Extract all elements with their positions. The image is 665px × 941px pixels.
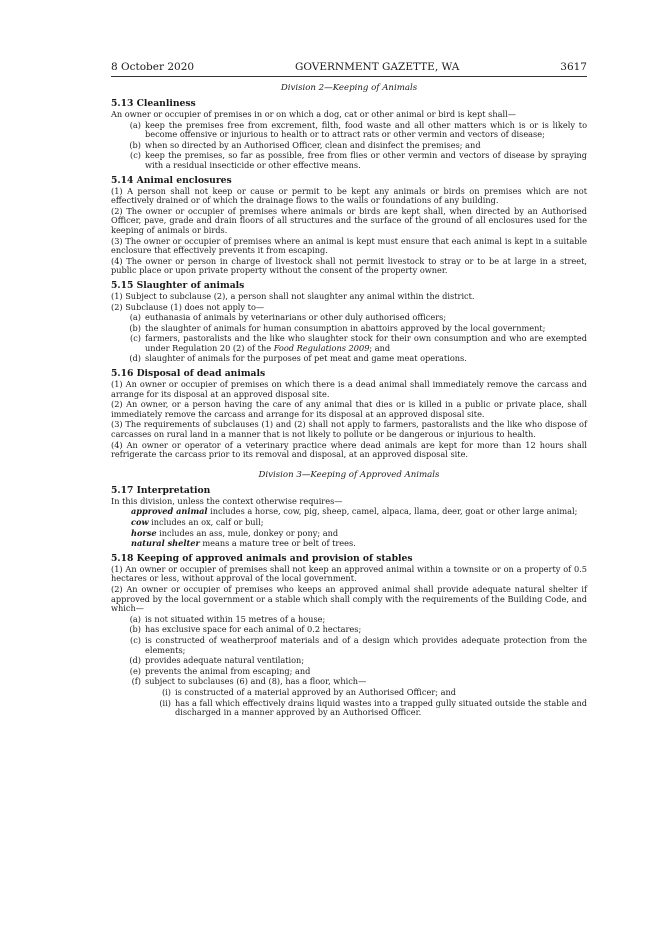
- list-item: [111, 334, 587, 353]
- item-text: prevents the animal from escaping; and: [145, 665, 311, 676]
- paragraph: (1) A person shall not keep or cause or permit to be kept any animals or birds on premises which are not effectively drained or of which the drainage flows to the walls or foundations of any building.: [111, 185, 587, 206]
- section-5-17-title: 5.17 Interpretation: [111, 484, 211, 496]
- item-text-part: farmers, pastoralists and the like who slaughter stock for their own consumption and who are exempted under Regulation 20 (2) of the: [145, 333, 587, 353]
- definition: [125, 507, 587, 517]
- gazette-page: [111, 60, 587, 719]
- defined-term: approved animal: [131, 506, 208, 517]
- item-text: is not situated within 15 metres of a house;: [145, 613, 326, 624]
- item-label: (a): [129, 119, 141, 130]
- division-3-heading: Division 3—Keeping of Approved Animals: [258, 469, 440, 480]
- section-5-18-title: 5.18 Keeping of approved animals and provision of stables: [111, 552, 413, 564]
- item-text: [145, 334, 587, 353]
- item-text: has a fall which effectively drains liquid wastes into a trapped gully situated outside the stable and discharged in a manner approved by an Authorised Officer.: [175, 697, 587, 718]
- list-item: [111, 615, 587, 625]
- definition: [125, 529, 587, 539]
- item-label: (d): [129, 353, 141, 364]
- list-item: [111, 677, 587, 687]
- definition-text: includes an ox, calf or bull;: [148, 517, 264, 527]
- section-5-14-title: 5.14 Animal enclosures: [111, 174, 232, 186]
- header-page-number: 3617: [560, 61, 587, 73]
- division-2-heading: Division 2—Keeping of Animals: [280, 83, 418, 93]
- paragraph: In this division, unless the context otherwise requires—: [111, 495, 343, 506]
- section-5-16-title: 5.16 Disposal of dead animals: [111, 368, 266, 380]
- item-label: (d): [129, 655, 141, 666]
- item-label: (e): [129, 665, 141, 676]
- defined-term: natural shelter: [131, 538, 200, 549]
- header-date: 8 October 2020: [111, 61, 195, 73]
- item-text: the slaughter of animals for human consumption in abattoirs approved by the local government;: [145, 322, 546, 333]
- paragraph: (3) The requirements of subclauses (1) and (2) shall not apply to farmers, pastoralists and the like who dispose of carcasses on rural land in a manner that is not likely to pollute or be dangerous or injurious to health.: [111, 419, 587, 440]
- page-header: [111, 60, 587, 77]
- paragraph: (2) An owner or occupier of premises who keeps an approved animal shall provide adequate natural shelter if approved by the local government or a stable which shall comply with the requirements of the Building Code, and which—: [111, 583, 587, 614]
- sub-list-item: [111, 688, 587, 698]
- list-item: [111, 324, 587, 334]
- item-text: has exclusive space for each animal of 0.2 hectares;: [145, 624, 362, 635]
- definition: [125, 539, 587, 549]
- paragraph: (2) Subclause (1) does not apply to—: [111, 301, 265, 312]
- section-5-13-title: 5.13 Cleanliness: [111, 98, 196, 109]
- definition: [125, 518, 587, 528]
- list-item: [111, 121, 587, 140]
- item-label: (c): [130, 150, 141, 161]
- item-label: (c): [130, 634, 141, 645]
- item-text-part: ; and: [369, 342, 391, 353]
- list-item: [111, 151, 587, 170]
- item-text: keep the premises, so far as possible, free from flies or other vermin and vectors of disease by spraying with a residual insecticide or other effective means.: [145, 150, 587, 170]
- item-text: is constructed of weatherproof materials and of a design which provides adequate protection from the elements;: [145, 634, 587, 655]
- sub-list-item: [111, 699, 587, 718]
- item-label: (b): [129, 624, 141, 635]
- definition-text: includes an ass, mule, donkey or pony; and: [156, 527, 339, 538]
- item-label: (f): [131, 676, 141, 687]
- paragraph: (1) An owner or occupier of premises on which there is a dead animal shall immediately remove the carcass and arrange for its disposal at an approved disposal site.: [111, 379, 587, 399]
- paragraph: (4) The owner or person in charge of livestock shall not permit livestock to stray or to be at large in a street, public place or upon private property without the consent of the property owner.: [111, 255, 587, 276]
- list-item: [111, 625, 587, 635]
- item-label: (a): [129, 312, 141, 323]
- item-label: (ii): [159, 697, 171, 708]
- item-text: subject to subclauses (6) and (8), has a floor, which—: [145, 676, 367, 687]
- defined-term: cow: [131, 517, 149, 527]
- section-5-13-intro: An owner or occupier of premises in or on which a dog, cat or other animal or bird is kept shall—: [111, 109, 516, 119]
- item-label: (c): [130, 333, 141, 344]
- definition-text: means a mature tree or belt of trees.: [199, 538, 356, 549]
- paragraph: (2) The owner or occupier of premises where animals or birds are kept shall, when directed by an Authorised Officer, pave, grade and drain floors of all structures and the surface of the ground of all enclosures used for the keeping of animals or birds.: [111, 205, 587, 235]
- item-label: (a): [129, 613, 141, 624]
- item-text: is constructed of a material approved by an Authorised Officer; and: [175, 686, 457, 697]
- list-item: [111, 656, 587, 666]
- header-title: GOVERNMENT GAZETTE, WA: [294, 61, 460, 73]
- item-text: keep the premises free from excrement, filth, food waste and all other matters which is or is likely to become offensive or injurious to health or to attract rats or other vermin and vectors of disease;: [145, 119, 587, 140]
- list-item: [111, 667, 587, 677]
- paragraph: (1) An owner or occupier of premises shall not keep an approved animal within a townsite or on a property of 0.5 hectares or less, without approval of the local government.: [111, 563, 587, 584]
- defined-term: horse: [131, 527, 157, 538]
- paragraph: (2) An owner, or a person having the care of any animal that dies or is killed in a public or private place, shall immediately remove the carcass and arrange for its disposal at an approved disposal site.: [111, 399, 587, 419]
- list-item: [111, 313, 587, 323]
- paragraph: (1) Subject to subclause (2), a person shall not slaughter any animal within the district.: [111, 290, 475, 301]
- item-text: provides adequate natural ventilation;: [145, 655, 305, 666]
- item-text: euthanasia of animals by veterinarians or other duly authorised officers;: [145, 312, 447, 323]
- item-text: slaughter of animals for the purposes of pet meat and game meat operations.: [145, 353, 467, 364]
- list-item: [111, 636, 587, 655]
- regulation-title: Food Regulations 2009: [273, 342, 370, 353]
- definition-text: includes a horse, cow, pig, sheep, camel, alpaca, llama, deer, goat or other large animal;: [207, 506, 578, 517]
- item-label: (i): [161, 686, 171, 697]
- list-item: [111, 354, 587, 364]
- paragraph: (3) The owner or occupier of premises where an animal is kept must ensure that each animal is kept in a suitable enclosure that effectively prevents it from escaping.: [111, 235, 587, 256]
- item-label: (b): [129, 322, 141, 333]
- list-item: [111, 141, 587, 151]
- item-text: when so directed by an Authorised Officer, clean and disinfect the premises; and: [145, 139, 481, 150]
- section-5-15-title: 5.15 Slaughter of animals: [111, 279, 245, 291]
- paragraph: (4) An owner or operator of a veterinary practice where dead animals are kept for more than 12 hours shall refrigerate the carcass prior to its removal and disposal, at an approved disposal site.: [111, 439, 587, 460]
- item-label: (b): [129, 139, 141, 150]
